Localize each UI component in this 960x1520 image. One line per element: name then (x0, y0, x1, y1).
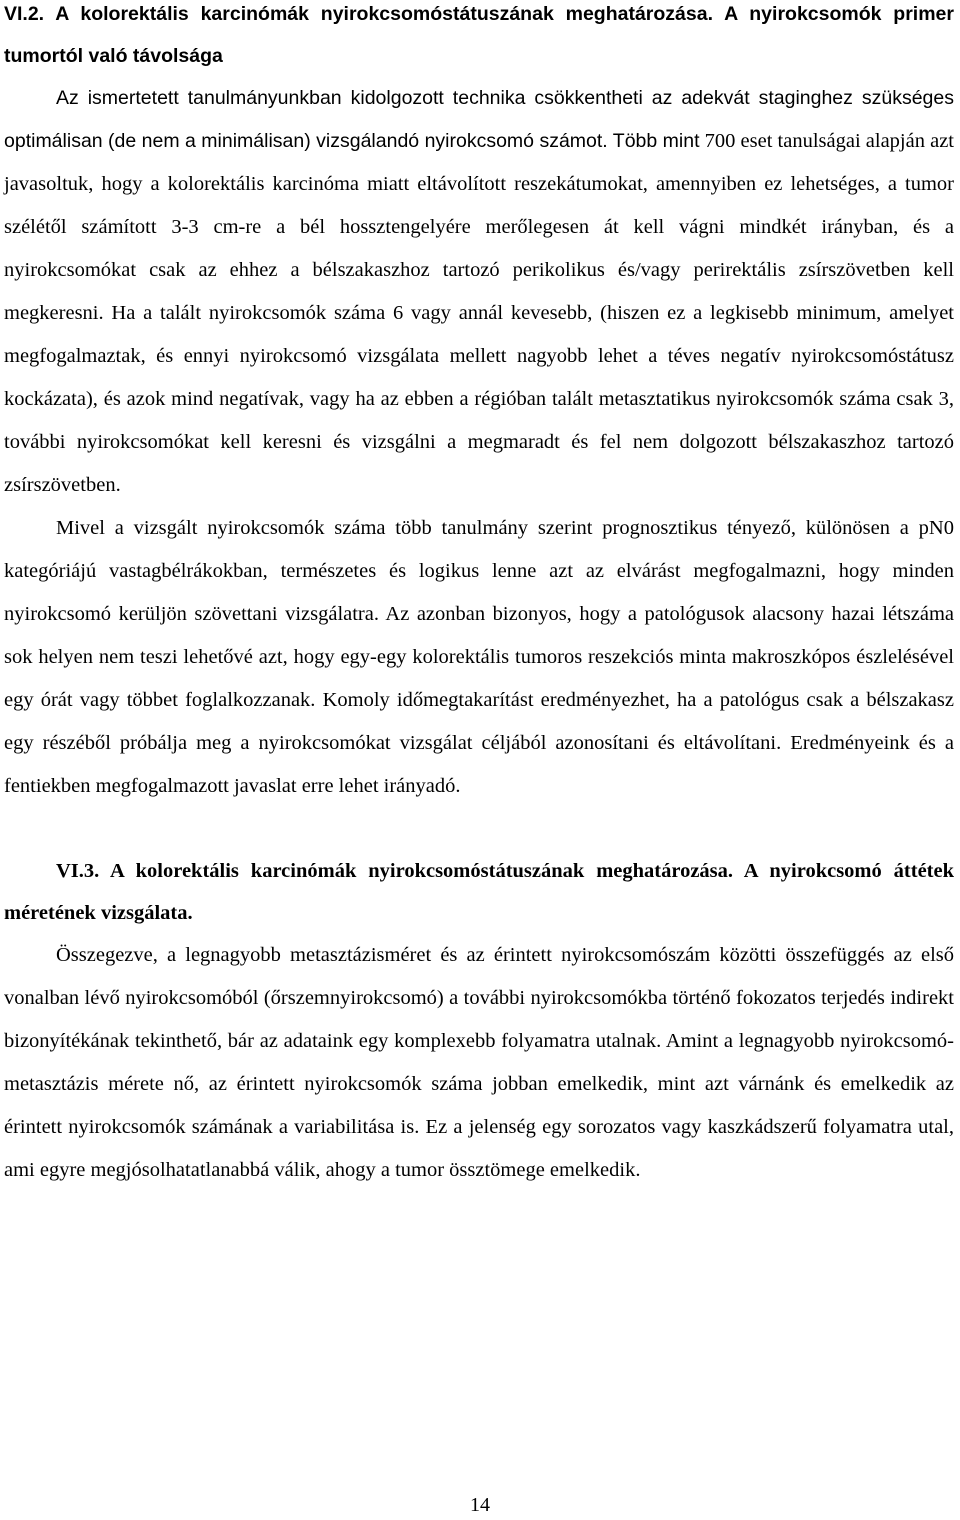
section-spacer (4, 808, 954, 850)
page-number: 14 (470, 1494, 490, 1516)
section-heading-vi3: VI.3. A kolorektális karcinómák nyirokcsomóstátuszának meghatározása. A nyirokcsomó áttétek méretének vizsgálata. (4, 860, 954, 924)
document-page (4, 0, 954, 1192)
section-vi3-paragraph-1: Összegezve, a legnagyobb metasztázisméret és az érintett nyirokcsomószám közötti összefüggés az első vonalban lévő nyirokcsomóból (őrszemnyirokcsomó) a további nyirokcsomókba történő fokozatos terjedés indirekt bizonyítékának tekinthető, bár az adataink egy komplexebb folyamatra utalnak. Amint a legnagyobb nyirokcsomó-metasztázis mérete nő, az érintett nyirokcsomók száma jobban emelkedik, mint azt várnánk és emelkedik az érintett nyirokcsomók számának a variabilitása is. Ez a jelenség egy sorozatos vagy kaszkádszerű folyamatra utal, ami egyre megjósolhatatlanabbá válik, ahogy a tumor össztömege emelkedik. (4, 944, 954, 1181)
section-heading-vi2: VI.2. A kolorektális karcinómák nyirokcsomóstátuszának meghatározása. A nyirokcsomók primer tumortól való távolsága (4, 3, 954, 67)
section-vi2-paragraph-1 (4, 77, 954, 507)
section-vi2-paragraph-2: Mivel a vizsgált nyirokcsomók száma több tanulmány szerint prognosztikus tényező, különösen a pN0 kategóriájú vastagbélrákokban, természetes és logikus lenne azt az elvárást megfogalmazni, hogy minden nyirokcsomó kerüljön szövettani vizsgálatra. Az azonban bizonyos, hogy a patológusok alacsony hazai létszáma sok helyen nem teszi lehetővé azt, hogy egy-egy kolorektális tumoros reszekciós minta makroszkópos észlelésével egy órát vagy többet foglalkozzanak. Komoly időmegtakarítást eredményezhet, ha a patológus csak a bélszakasz egy részéből próbálja meg a nyirokcsomókat vizsgálat céljából azonosítani és eltávolítani. Eredményeink és a fentiekben megfogalmazott javaslat erre lehet irányadó. (4, 517, 954, 797)
paragraph-1-serif-text: 700 eset tanulságai alapján azt javasoltuk, hogy a kolorektális karcinóma miatt eltávolított reszekátumokat, amennyiben ez lehetséges, a tumor szélétől számított 3-3 cm-re a bél hossztengelyére merőlegesen át kell vágni mindkét irányban, és a nyirokcsomókat csak az ehhez a bélszakaszhoz tartozó perikolikus és/vagy perirektális zsírszövetben kell megkeresni. Ha a talált nyirokcsomók száma 6 vagy annál kevesebb, (hiszen ez a legkisebb minimum, amelyet megfogalmaztak, és ennyi nyirokcsomó vizsgálata mellett nagyobb lehet a téves negatív nyirokcsomóstátusz kockázata), és azok mind negatívak, vagy ha az ebben a régióban talált metasztatikus nyirokcsomók száma csak 3, további nyirokcsomókat kell keresni és vizsgálni a megmaradt és fel nem dolgozott bélszakaszhoz tartozó zsírszövetben. (4, 130, 954, 496)
paragraph-1-sans-text: Az ismertetett tanulmányunkban kidolgozott technika csökkentheti az adekvát staginghez szükséges optimálisan (de nem a minimálisan) vizsgálandó nyirokcsomó számot. Több mint (4, 87, 954, 152)
